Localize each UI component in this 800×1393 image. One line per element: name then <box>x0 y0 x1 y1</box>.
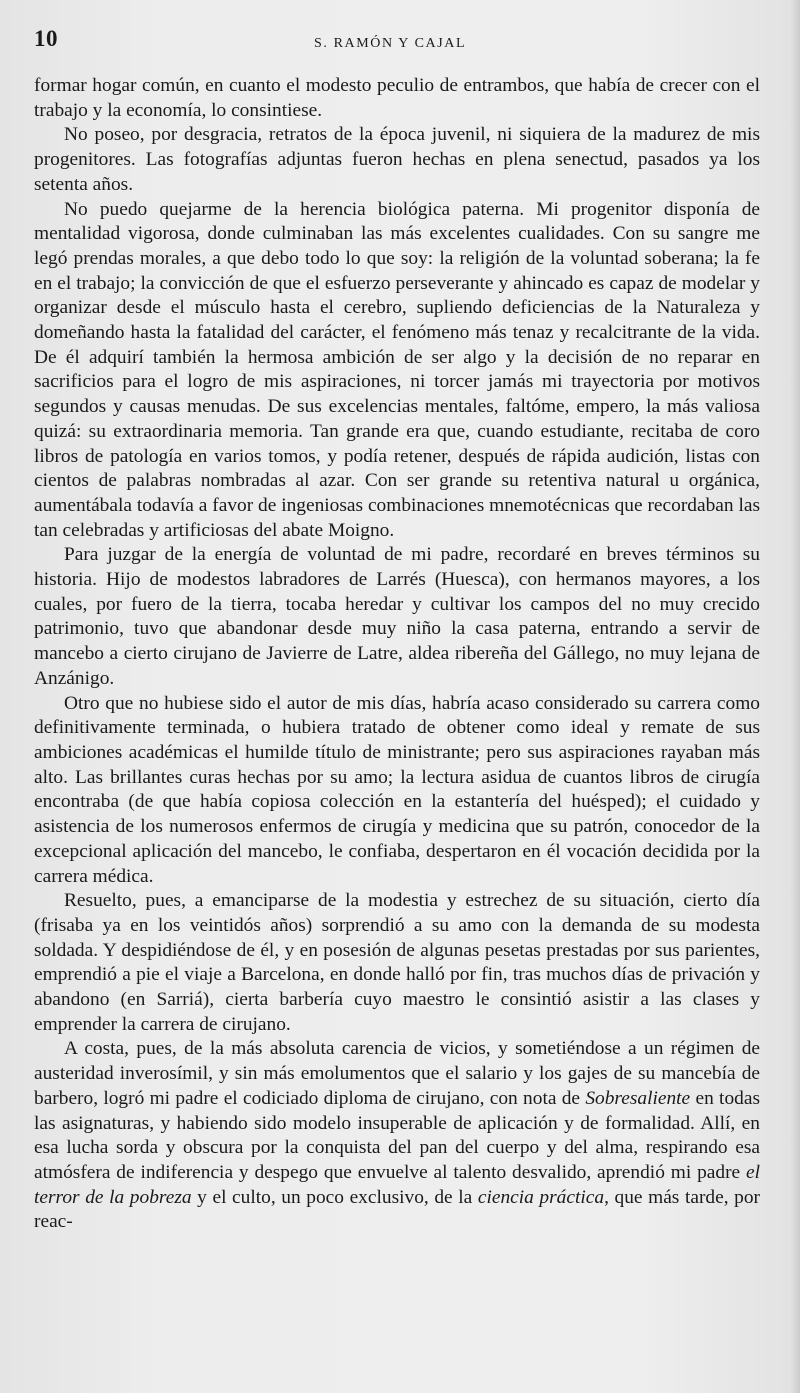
italic-text: ciencia práctica <box>477 1186 605 1208</box>
running-head: S. RAMÓN Y CAJAL <box>314 36 467 51</box>
page-number: 10 <box>34 26 58 51</box>
page-edge-shadow <box>790 0 800 1393</box>
text-run: y el culto, un poco exclusivo, de la <box>191 1186 478 1208</box>
paragraph: Resuelto, pues, a emanciparse de la modestia y estrechez de su situación, cierto día (frisaba ya en los veintidós años) sorprendió a su amo con la demanda de su modesta soldada. Y despidiéndose de él, y en posesión de algunas pesetas prestadas por sus parientes, emprendió a pie el viaje a Barcelona, en donde halló por fin, tras muchos días de privación y abandono (en Sarriá), cierta barbería cuyo maestro le consintió asistir a las clases y emprender la carrera de cirujano. <box>34 890 760 1035</box>
text-run: en todas las asignaturas, y habiendo sido modelo insuperable de aplicación y de formalidad. Allí, en esa lucha sorda y obscura por la conquista del pan del cuerpo y del alma, respirando esa atmósfera de indiferencia y despego que envuelve al talento desvalido, aprendió mi padre <box>34 1087 760 1183</box>
body-text <box>34 74 760 1235</box>
text-run: A costa, pues, de la más absoluta carencia de vicios, y sometiéndose a un régimen de austeridad inverosímil, y sin más emolumentos que el salario y los gajes de su mancebía de barbero, logró mi padre el codiciado diploma de cirujano, con nota de <box>34 1038 760 1109</box>
paragraph: Para juzgar de la energía de voluntad de mi padre, recordaré en breves términos su historia. Hijo de modestos labradores de Larrés (Huesca), con hermanos mayores, a los cuales, por fuero de la tierra, tocaba heredar y cultivar los campos del no muy crecido patrimonio, tuvo que abandonar desde muy niño la casa paterna, entrando a servir de mancebo a cierto cirujano de Javierre de Latre, aldea ribereña del Gállego, no muy lejana de Anzánigo. <box>34 544 760 689</box>
italic-text: Sobresaliente <box>585 1087 691 1109</box>
paragraph: No poseo, por desgracia, retratos de la época juvenil, ni siquiera de la madurez de mis progenitores. Las fotografías adjuntas fueron hechas en plena senectud, pasados ya los setenta años. <box>34 124 760 195</box>
italic-text: el terror de la pobreza <box>34 1161 760 1208</box>
paragraph: Otro que no hubiese sido el autor de mis días, habría acaso considerado su carrera como definitivamente terminada, o hubiera tratado de obtener como ideal y remate de sus ambiciones académicas el humilde título de ministrante; pero sus aspiraciones rayaban más alto. Las brillantes curas hechas por su amo; la lectura asidua de cuantos libros de cirugía encontraba (de que había copiosa colección en la estantería del huésped); el cuidado y asistencia de los numerosos enfermos de cirugía y medicina que su patrón, conocedor de la excepcional aplicación del mancebo, le confiaba, despertaron en él vocación decidida por la carrera médica. <box>34 692 760 887</box>
paragraph: formar hogar común, en cuanto el modesto peculio de entrambos, que había de crecer con el trabajo y la economía, lo consintiese. <box>34 75 760 121</box>
text-run: , que más tarde, por reac- <box>34 1186 761 1233</box>
paragraph: No puedo quejarme de la herencia biológica paterna. Mi progenitor disponía de mentalidad vigorosa, donde culminaban las más excelentes cualidades. Con su sangre me legó prendas morales, a que debo todo lo que soy: la religión de la voluntad soberana; la fe en el trabajo; la convicción de que el esfuerzo perseverante y ahincado es capaz de modelar y organizar desde el músculo hasta el cerebro, supliendo deficiencias de la Naturaleza y domeñando hasta la fatalidad del carácter, el fenómeno más tenaz y recalcitrante de la vida. De él adquirí también la hermosa ambición de ser algo y la decisión de no reparar en sacrificios para el logro de mis aspiraciones, ni torcer jamás mi trayectoria por motivos segundos y causas menudas. De sus excelencias mentales, faltóme, empero, la más valiosa quizá: su extraordinaria memoria. Tan grande era que, cuando estudiante, recitaba de coro libros de patología en varios tomos, y podía retener, después de rápida audición, listas con cientos de palabras nombradas al azar. Con ser grande su retentiva natural u orgánica, aumentábala todavía a favor de ingeniosas combinaciones mnemotécnicas que recordaban las tan celebradas y artificiosas del abate Moigno. <box>34 198 760 541</box>
paragraph <box>34 1037 760 1235</box>
page-header <box>34 22 760 62</box>
